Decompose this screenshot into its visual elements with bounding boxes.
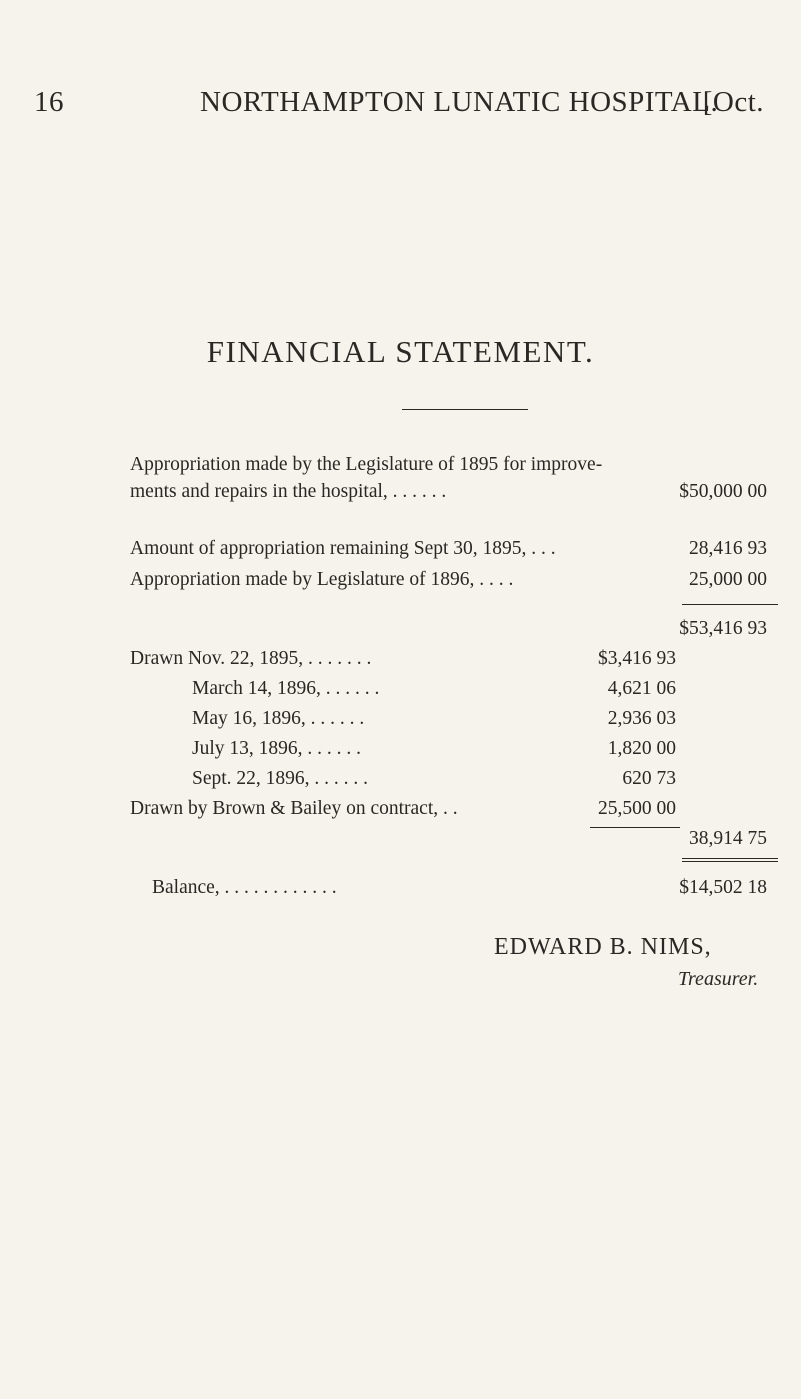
- draw-row-label: Sept. 22, 1896, . . . . . .: [192, 768, 369, 789]
- balance-amount: $14,502 18: [679, 877, 767, 898]
- balance-label: Balance, . . . . . . . . . . . .: [152, 877, 337, 898]
- draw-row-label: July 13, 1896, . . . . . .: [192, 738, 362, 759]
- draw-row-label: May 16, 1896, . . . . . .: [192, 708, 365, 729]
- draw-row-label: Drawn by Brown & Bailey on contract, . .: [130, 798, 458, 819]
- draw-row-amount: 25,500 00: [598, 798, 676, 819]
- section-heading: FINANCIAL STATEMENT.: [206, 334, 595, 369]
- draws-total-rule: [590, 827, 680, 828]
- draw-row-label: Drawn Nov. 22, 1895, . . . . . . .: [130, 648, 372, 669]
- running-month: [Oct.: [702, 86, 764, 118]
- running-title: NORTHAMPTON LUNATIC HOSPITAL.: [200, 86, 719, 118]
- total-drawn-amount: 38,914 75: [689, 828, 767, 849]
- signature-name: EDWARD B. NIMS,: [494, 934, 712, 960]
- draw-row-amount: 620 73: [622, 768, 676, 789]
- appropriation-1896-label: Appropriation made by Legislature of 1896, . . . .: [130, 569, 514, 590]
- remaining-label: Amount of appropriation remaining Sept 30, 1895, . . .: [130, 538, 556, 559]
- running-head: [34, 86, 764, 126]
- signature-title: Treasurer.: [678, 968, 759, 990]
- draw-row-amount: 1,820 00: [607, 738, 676, 759]
- draw-row-amount: 2,936 03: [607, 708, 676, 729]
- subtotal-rule: [682, 604, 778, 605]
- appropriation-1895-line1: Appropriation made by the Legislature of 1895 for improve-: [130, 454, 603, 475]
- total-available-amount: $53,416 93: [679, 618, 767, 639]
- heading-rule: [402, 409, 528, 410]
- page-number: 16: [34, 86, 64, 118]
- appropriation-1896-amount: 25,000 00: [689, 569, 767, 590]
- draw-row-amount: 4,621 06: [607, 678, 676, 699]
- appropriation-1895-line2: ments and repairs in the hospital, . . . . . .: [130, 481, 447, 502]
- appropriation-1895-amount: $50,000 00: [679, 481, 767, 502]
- draw-row-label: March 14, 1896, . . . . . .: [192, 678, 380, 699]
- double-rule: [682, 858, 778, 862]
- draw-row-amount: $3,416 93: [598, 648, 676, 669]
- remaining-amount: 28,416 93: [689, 538, 767, 559]
